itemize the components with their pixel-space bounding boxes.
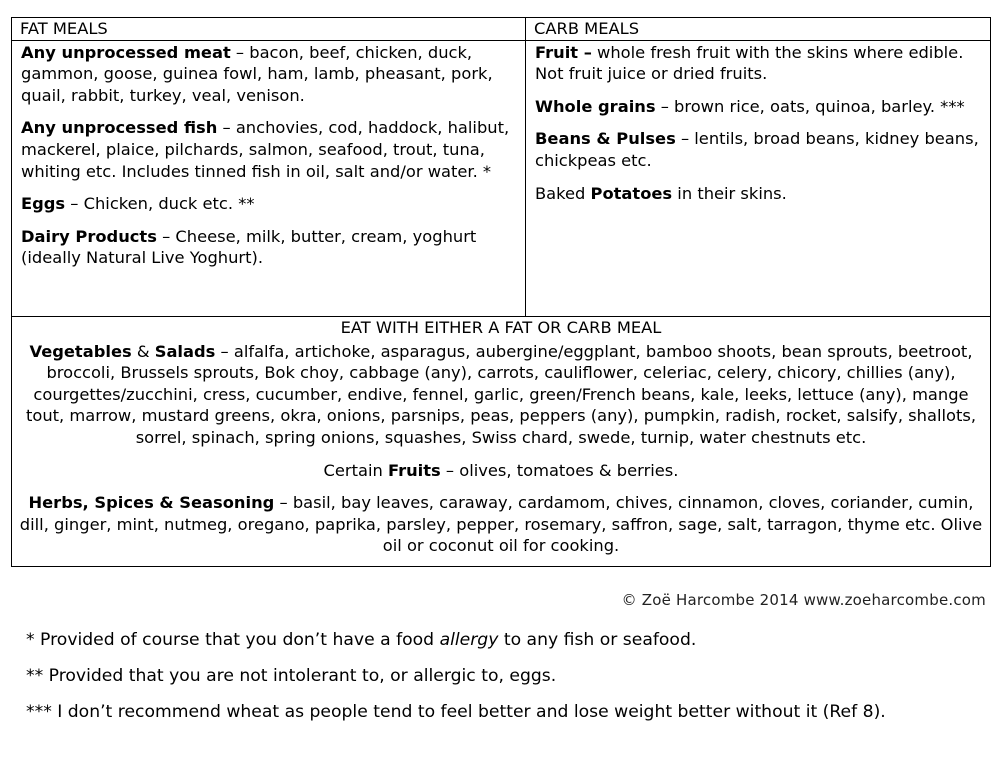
- either-item-herbs: [18, 492, 984, 557]
- carb-item-beans: [535, 128, 982, 171]
- footnote-fish-suffix: to any fish or seafood.: [498, 630, 697, 650]
- salads-title: Salads: [154, 341, 216, 361]
- fruits-prefix: Certain: [323, 460, 388, 480]
- carb-item-beans-text: – lentils, broad beans, kidney beans, chickpeas etc.: [535, 129, 979, 170]
- carb-item-fruit-text: whole fresh fruit with the skins where edible. Not fruit juice or dried fruits.: [535, 42, 964, 84]
- fat-item-fish-title: Any unprocessed fish: [21, 118, 218, 138]
- fat-item-eggs: [21, 193, 517, 215]
- fat-item-dairy: [21, 226, 517, 269]
- carb-meals-cell: [526, 40, 991, 316]
- either-item-fruits: [18, 460, 984, 482]
- fruits-title: Fruits: [387, 460, 441, 480]
- table-body-row: [12, 40, 991, 316]
- footnotes: [26, 629, 986, 737]
- copyright-credit: © Zoë Harcombe 2014 www.zoeharcombe.com: [621, 591, 986, 609]
- fat-item-dairy-title: Dairy Products: [21, 226, 157, 246]
- herbs-text: – basil, bay leaves, caraway, cardamom, chives, cinnamon, cloves, coriander, cumin, dill, ginger, mint, nutmeg, oregano, paprika, parsley, pepper, rosemary, saffron, sage, salt, tarragon, thyme etc. Olive oil or coconut oil for cooking.: [19, 493, 983, 556]
- carb-item-potatoes-prefix: Baked: [535, 183, 591, 203]
- vegetables-ampersand: &: [131, 341, 155, 361]
- either-meal-cell: [12, 339, 991, 567]
- fat-item-meat: [21, 42, 517, 107]
- fat-item-fish: [21, 117, 517, 182]
- food-table: [11, 17, 991, 567]
- fat-item-fish-text: – anchovies, cod, haddock, halibut, mackerel, plaice, pilchards, salmon, seafood, trout, tuna, whiting etc. Includes tinned fish in oil, salt and/or water. *: [21, 118, 510, 181]
- footnote-wheat: *** I don’t recommend wheat as people tend to feel better and lose weight better without it (Ref 8).: [26, 702, 886, 722]
- carb-item-beans-title: Beans & Pulses: [535, 129, 676, 149]
- footnote-fish-allergy: [26, 629, 986, 651]
- carb-meals-header: CARB MEALS: [526, 18, 991, 41]
- carb-item-potatoes-text: in their skins.: [672, 183, 787, 203]
- fruits-text: – olives, tomatoes & berries.: [440, 460, 679, 480]
- footnote-fish-emphasis: allergy: [439, 630, 499, 650]
- herbs-title: Herbs, Spices & Seasoning: [28, 493, 275, 513]
- carb-item-grains-text: – brown rice, oats, quinoa, barley. ***: [655, 96, 965, 116]
- footnote-fish-prefix: * Provided of course that you don’t have a food: [26, 630, 440, 650]
- carb-item-grains: [535, 96, 982, 118]
- fat-item-meat-title: Any unprocessed meat: [21, 42, 231, 62]
- fat-item-dairy-text: – Cheese, milk, butter, cream, yoghurt (ideally Natural Live Yoghurt).: [21, 226, 477, 268]
- carb-item-fruit: [535, 42, 982, 85]
- carb-item-potatoes-title: Potatoes: [590, 183, 673, 203]
- either-item-vegetables: [18, 341, 984, 449]
- either-header-row: [12, 316, 991, 339]
- fat-item-eggs-title: Eggs: [21, 194, 66, 214]
- either-body-row: [12, 339, 991, 567]
- carb-item-grains-title: Whole grains: [535, 96, 656, 116]
- fat-item-eggs-text: – Chicken, duck etc. **: [65, 194, 255, 214]
- carb-item-potatoes: [535, 183, 982, 205]
- fat-meals-cell: [12, 40, 526, 316]
- vegetables-title: Vegetables: [29, 341, 132, 361]
- either-meal-header: EAT WITH EITHER A FAT OR CARB MEAL: [12, 316, 991, 339]
- carb-item-fruit-title: Fruit –: [535, 42, 592, 62]
- footnote-eggs: ** Provided that you are not intolerant to, or allergic to, eggs.: [26, 666, 557, 686]
- vegetables-text: – alfalfa, artichoke, asparagus, aubergine/eggplant, bamboo shoots, bean sprouts, beetroot, broccoli, Brussels sprouts, Bok choy, cabbage (any), carrots, cauliflower, celeriac, celery, chicory, chillies (any), courgettes/zucchini, cress, cucumber, endive, fennel, garlic, green/French beans, kale, leeks, lettuce (any), mange tout, marrow, mustard greens, okra, onions, parsnips, peas, peppers (any), pumpkin, radish, rocket, salsify, shallots, sorrel, spinach, spring onions, squashes, Swiss chard, swede, turnip, water chestnuts etc.: [25, 341, 976, 447]
- table-header-row: [12, 18, 991, 41]
- fat-meals-header: FAT MEALS: [12, 18, 526, 41]
- fat-item-meat-text: – bacon, beef, chicken, duck, gammon, goose, guinea fowl, ham, lamb, pheasant, pork, quail, rabbit, turkey, veal, venison.: [21, 42, 493, 105]
